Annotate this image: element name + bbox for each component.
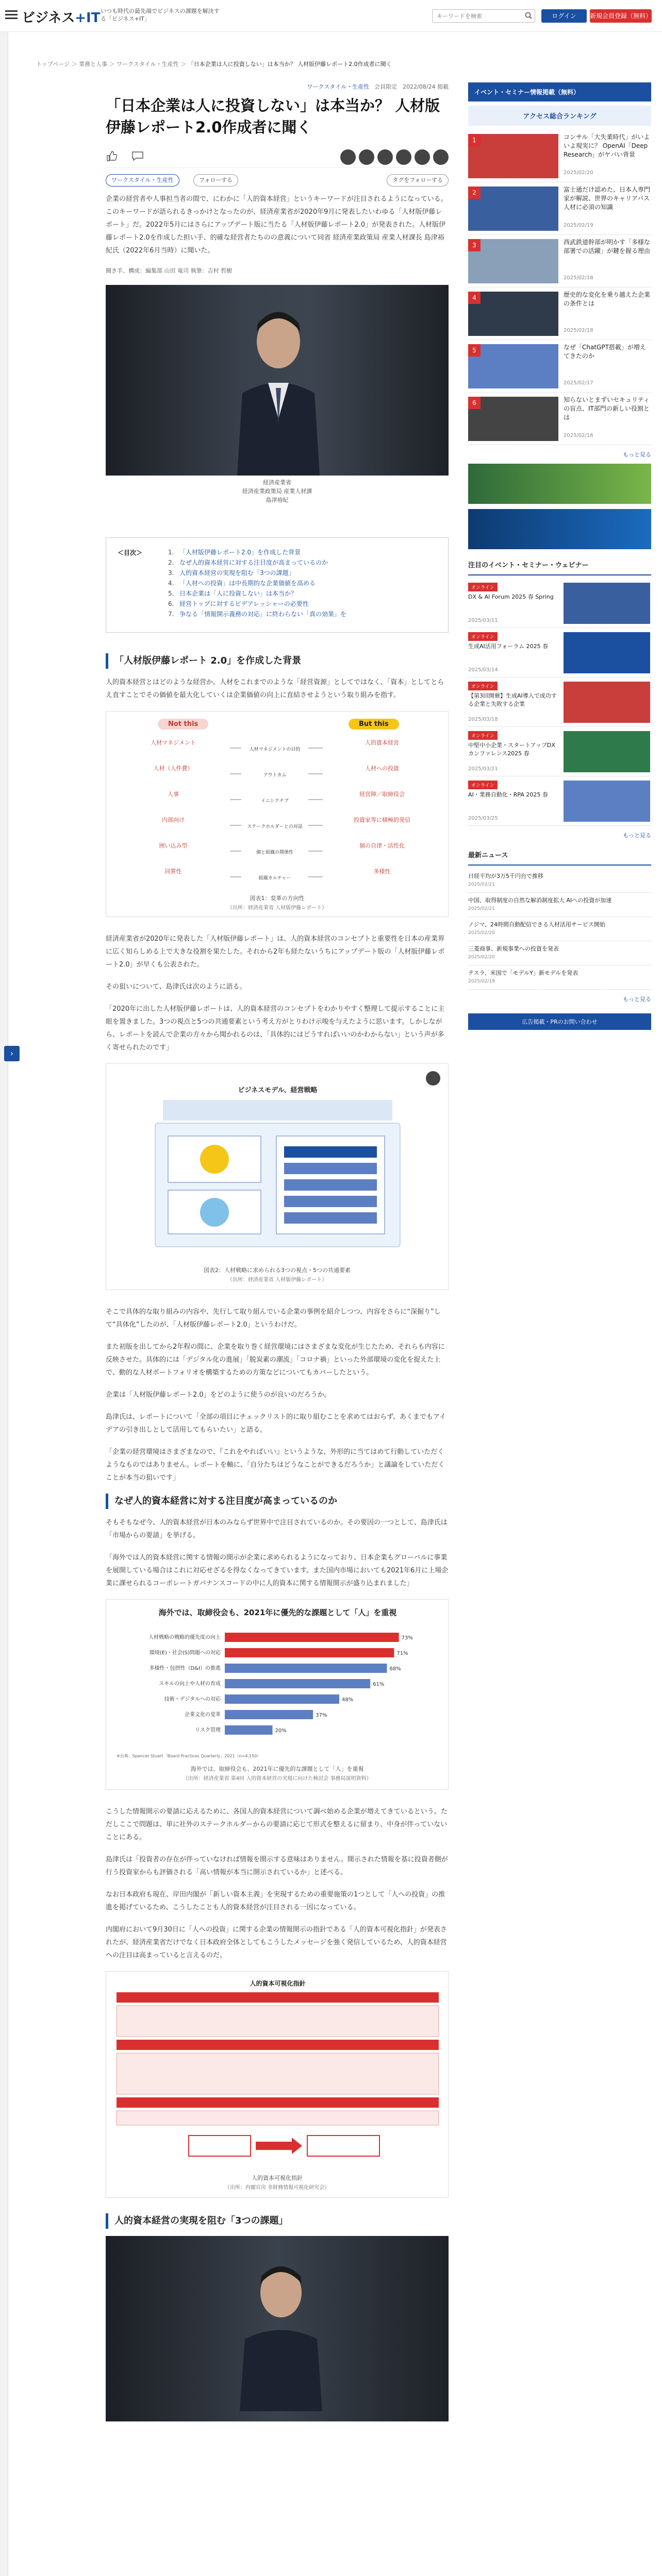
header-tagline: いつも時代の最先端でビジネスの課題を解決する「ビジネス+IT」 [101,8,220,22]
comparison-arrow-right [308,851,323,852]
ranking-date: 2025/02/16 [564,433,593,438]
comment-icon[interactable] [131,150,144,162]
ranking-list [468,130,651,445]
site-logo[interactable] [22,7,100,26]
follow-button[interactable]: フォローする [193,174,238,187]
comparison-arrow-left [230,876,241,877]
left-side-rail [0,32,8,2576]
ad-inquiry-button[interactable]: 広告掲載・PRのお問い合わせ [468,1013,651,1030]
toc-item-number: 3. [168,569,174,577]
toc-item[interactable] [168,568,346,578]
news-date: 2025/02/21 [468,882,495,887]
paragraph: 島津氏は「投資者の存在が伴っていなければ情報を開示する意味はありません。開示された情報を基に投資者側が行う投資家からも評価される「高い情報が本当に開示されているか」と述べる。 [106,1856,448,1876]
ranking-date: 2025/02/19 [564,223,593,228]
figure-3-caption: 海外では、取締役会も、2021年に優先的な課題として「人」を重視 [190,1766,364,1772]
article-title: 「日本企業は人に投資しない」は本当か？ 人材版伊藤レポート2.0作成者に聞く [106,97,440,136]
share-icons [337,149,449,167]
ranking-date: 2025/02/18 [564,275,593,281]
ranking-title: アクセス総合ランキング [468,106,651,126]
news-title[interactable]: ノジマ、24時間自動配信できる人材活用サービス開始 [468,921,605,928]
share-facebook-icon[interactable] [340,149,356,165]
event-item[interactable] [468,677,651,727]
event-tag: オンライン [468,781,498,789]
toc-item-number: 6. [168,600,174,607]
event-title[interactable]: 【第3回開催】生成AI導入で成功する企業と失敗する企業 [468,692,557,707]
guideline-diagram [106,1972,449,2167]
bar-category-label: 技術・デジタルへの対応 [164,1697,221,1702]
paragraph: 企業は「人材版伊藤レポート2.0」をどのように使うのが良いのだろうか。 [106,1391,331,1399]
figure-bar-chart [106,1599,449,1790]
event-title[interactable]: DX & AI Forum 2025 春 Spring [468,594,554,600]
comparison-left: 同質性 [164,868,182,875]
ranking-title[interactable]: 歴史的な変化を乗り越えた企業の条件とは [564,291,651,307]
guideline-title: 人的資本可視化指針 [250,1980,306,1987]
ranking-title[interactable]: なぜ「ChatGPT搭載」が増えてきたのか [564,344,646,360]
comparison-left: 人材（人件費） [153,765,193,772]
comparison-left: 人材マネジメント [151,739,196,746]
event-date: 2025/03/25 [468,816,498,821]
share-line-icon[interactable] [396,149,411,165]
figure-4-source: （出所：内閣官房 非財務情報可視化研究会） [224,2185,330,2191]
event-date: 2025/03/11 [468,618,498,623]
figure-visualization-guideline [106,1971,449,2198]
comparison-middle: 人材マネジメントの目的 [249,747,301,752]
events-more-link[interactable]: もっと見る [623,832,651,839]
article-category[interactable]: ワークスタイル・生産性 [307,83,370,90]
comparison-arrow-right [308,748,323,749]
section-heading-1: 「人材版伊藤レポート 2.0」を作成した背景 [106,653,449,669]
comparison-middle: 個と組織の関係性 [256,850,293,855]
bar [225,1679,370,1688]
framework-title: ビジネスモデル、経営戦略 [238,1087,318,1094]
bar [225,1664,387,1673]
comparison-arrow-left [230,825,241,826]
bar-category-label: 多様性・包摂性（D&I）の推進 [149,1666,221,1671]
comparison-arrow-right [308,825,323,826]
hero-caption-line-2: 経済産業政策局 産業人材課 [242,488,312,495]
but-this-label: But this [349,719,399,730]
ranking-item[interactable] [468,393,651,445]
register-button[interactable]: 新規会員登録（無料） [590,9,652,23]
paragraph: なお日本政府も現在、岸田内閣が「新しい資本主義」を実現するための重要施策の1つとして「人への投資」の推進を掲げているため、こうしたことも人的資本経営が注目される一因になっている。 [106,1891,445,1911]
ranking-number: 1 [468,134,481,146]
event-thumbnail[interactable] [564,731,650,772]
news-title[interactable]: テスラ、米国で「モデルY」新モデルを発表 [468,970,578,976]
toc-item[interactable] [168,599,346,609]
paragraph: 経済産業省が2020年に発表した「人材版伊藤レポート」は、人的資本経営のコンセプトと重要性を日本の産業界に広く知らしめる上で大きな役割を果たした。それから2年も経たないうちにアップデート版の「人材版伊藤レポート2.0」が早くも公表された。 [106,935,445,969]
bar-category-label: 環境(E)・社会(S)問題への対応 [149,1650,221,1656]
news-date: 2025/02/21 [468,906,495,911]
event-thumbnail[interactable] [564,781,650,822]
comparison-middle: イニシアチブ [261,799,289,804]
menu-icon[interactable] [5,10,18,20]
bar-value-label: 37% [316,1713,327,1718]
ranking-item[interactable] [468,287,651,340]
article-date: 会員限定 2022/08/24 掲載 [374,83,449,90]
ranking-item[interactable] [468,340,651,393]
news-item[interactable] [468,941,651,965]
paragraph: こうした情報開示の要請に応えるために、各国人的資本経営について調べ始める企業が増えてきているという。ただしここで問題は、単に社外のステークホルダーからの要請に応じて形式を整えるに留まり、中身が伴っていないことにある。 [106,1808,448,1841]
comparison-row [106,867,449,894]
paragraph: そもそもなぜ今、人的資本経営が日本のみならず世界中で注目されているのか。その要因の一つとして、島津氏は「市場からの要請」を挙げる。 [106,1519,448,1539]
ranking-title[interactable]: 西武鉄道幹部が明かす「多様な部署での活躍」が鍵を握る理由 [564,239,651,255]
news-title[interactable]: 中国、取得制度の自然な解消制度拡大 AIへの投資が加速 [468,897,612,904]
toc-item-number: 7. [168,611,174,618]
share-hatena-icon[interactable] [377,149,393,165]
bar-value-label: 20% [275,1728,287,1734]
event-tag: オンライン [468,632,498,641]
ranking-number: 2 [468,187,481,199]
figure-3-source: （出所：経済産業省 第4回 人的資本経営の実現に向けた検討会 事務局説明資料） [183,1776,372,1782]
ranking-item[interactable] [468,235,651,287]
not-this-label: Not this [158,719,208,730]
news-title[interactable]: 日経平均が3万5千円台で推移 [468,873,543,879]
paragraph: 人的資本経営とはどのような経営か。人材をこれまでのような「経営資源」としてではなく、「資本」としてとらえ直すことでその価値を最大化していくは企業価値の向上に直結させようという取り組みを指す。 [106,679,444,699]
site-header [0,0,662,32]
event-tag: オンライン [468,682,498,690]
ranking-date: 2025/02/18 [564,328,593,333]
second-photo [106,2236,449,2421]
figure-1-caption: 図表1：変革の方向性 [250,895,305,902]
bar [225,1710,313,1719]
hero-caption [106,478,449,504]
ranking-number: 3 [468,239,481,251]
event-date: 2025/03/14 [468,667,498,673]
event-thumbnail[interactable] [564,632,650,673]
bar-value-label: 61% [373,1682,385,1687]
login-button[interactable]: ログイン [541,9,587,23]
quote-paragraph: 「企業の経営環境はさまざまなので、『これをやればいい』というような、外形的に当てはめて行動していただくようなものではありません。レポートを軸に、「自分たちはどうなことができるだろうか」と議論をしていただくことが本当の狙いです」 [106,1448,445,1482]
comparison-arrow-left [230,773,241,774]
ranking-thumbnail[interactable] [468,292,558,336]
event-listing-banner[interactable]: イベント・セミナー情報掲載（無料） [468,82,651,101]
toc-item-label: 「人材版伊藤レポート2.0」を作成した背景 [179,549,301,556]
toc-title: ＜目次＞ [118,549,143,556]
figure-2-caption: 図表2：人材戦略に求められる3つの視点・5つの共通要素 [204,1267,351,1274]
event-thumbnail[interactable] [564,682,650,723]
news-date: 2025/02/20 [468,930,495,936]
toc-item-number: 1. [168,549,174,556]
toc-item[interactable] [168,588,346,599]
toc-item[interactable] [168,609,346,619]
comparison-row [106,790,449,817]
article [106,82,449,2421]
ranking-title[interactable]: 富士通だけ認めた、日本人専門家が解説、世界のキャリアパス人材に必須の知識 [564,186,651,211]
chart-note: ※出典：Spencer Stuart「Board Practices Quarterly」2021（n=4,150） [117,1754,261,1758]
person-illustration-2 [229,2257,333,2411]
comparison-row [106,841,449,868]
event-thumbnail[interactable] [564,583,650,624]
ranking-thumbnail[interactable] [468,239,558,283]
comparison-arrow-right [308,876,323,877]
like-icon[interactable] [106,150,117,162]
ranking-title[interactable]: コンサル「大失業時代」がいよいよ現実に？ OpenAI「Deep Research」がヤバい背景 [564,133,650,158]
toc-item-number: 4. [168,580,174,587]
ranking-title[interactable]: 知らないとまずいセキュリティの盲点、IT部門の新しい役割とは [564,396,650,421]
event-item[interactable] [468,776,651,826]
share-row [106,147,449,168]
comparison-right: 投資家等に積極的発信 [354,817,410,823]
news-title[interactable]: 三菱商事、新規事業への投資を発表 [468,945,559,952]
figure-2-source: （出所：経済産業省 人材版伊藤レポート） [227,1277,327,1283]
ad-banner-2[interactable] [468,509,651,549]
search-input[interactable] [432,9,535,23]
toc-item-label: 「人材への投資」は中長期的な企業価値を高める [179,580,316,587]
logo-it: +IT [75,10,101,26]
figure-4-caption: 人的資本可視化指針 [252,2175,303,2181]
comparison-middle: 組織カルチャー [258,876,291,881]
quote-paragraph: 「海外では人的資本経営に関する情報の開示が企業に求められるようになっており、日本企業もグローバルに事業を展開している場合はこれに対応せざるを得なくなってきています。また国内市場においても2021年6月に上場企業に課せられるコーポレートガバナンスコードの中に人的資本に関する情報開示が盛り込まれました」 [106,1554,449,1587]
ranking-thumbnail[interactable] [468,187,558,231]
news-list [468,869,651,990]
ranking-date: 2025/02/20 [564,170,593,176]
comparison-left: 内部向け [162,817,185,823]
bar [225,1694,339,1704]
ranking-item[interactable] [468,130,651,182]
ranking-number: 5 [468,344,481,357]
comparison-arrow-left [230,799,241,800]
bar-category-label: スキルの向上や人材の育成 [159,1681,221,1687]
event-item[interactable] [468,727,651,776]
comparison-arrow-right [308,799,323,800]
share-x-icon[interactable] [359,149,374,165]
comparison-middle: アウトカム [263,773,287,778]
bar [225,1648,394,1657]
author-credit: 聞き手、構成：編集部 山田 竜司 執筆：吉村 哲樹 [106,267,232,274]
event-tag: オンライン [468,731,498,740]
comparison-right: 多様性 [373,868,391,875]
article-meta [106,82,449,91]
breadcrumb [36,60,392,68]
quote-paragraph: 「2020年に出した人材版伊藤レポートは、人的資本経営のコンセプトをわかりやすく整理して提示することに主眼を置きました。3つの視点と5つの共通要素という考え方がとりわけ示唆を与えたように思います。しかしながら、レポートを読んで企業の方々から聞かれるのは、「具体的にはどうすればいいのかわからない」という声が多く寄せられたのです」 [106,1005,445,1052]
ranking-number: 6 [468,397,481,409]
share-link-icon[interactable] [433,149,449,165]
hero-caption-line-1: 経済産業省 [263,479,291,486]
news-item[interactable] [468,917,651,941]
figure-comparison [106,711,449,917]
category-tag[interactable]: ワークスタイル・生産性 [106,174,179,187]
toc-item-label: 経営トップに対するビデアレッシャーの必要性 [179,600,309,607]
events-title: 注目のイベント・セミナー・ウェビナー [468,554,651,575]
event-date: 2025/03/21 [468,766,498,772]
toc-item[interactable] [168,557,346,568]
bar-value-label: 71% [396,1651,408,1656]
toc-item-label: 人的資本経営の実現を阻む「3つの課題」 [179,569,295,577]
comparison-row [106,738,449,765]
news-more-link[interactable]: もっと見る [623,996,651,1003]
bar-value-label: 48% [342,1697,354,1703]
comparison-right: 経営陣／取締役会 [359,791,405,798]
comparison-right: 個の自律・活性化 [359,842,405,849]
ranking-item[interactable] [468,182,651,235]
event-item[interactable] [468,579,651,628]
news-title: 最新ニュース [468,844,651,866]
logo-text: ビジネス [22,10,75,26]
ranking-thumbnail[interactable] [468,344,558,388]
event-tag: オンライン [468,583,498,591]
share-linkedin-icon[interactable] [415,149,430,165]
search-icon[interactable] [525,12,532,19]
toc-item-number: 5. [168,590,174,597]
person-illustration [227,300,330,476]
bar-category-label: 人材戦略の戦略的優先度の向上 [148,1635,221,1640]
event-item[interactable] [468,628,651,677]
bar [225,1725,273,1735]
comparison-left: 人事 [168,791,179,798]
table-of-contents [106,537,449,633]
news-item[interactable] [468,869,651,893]
paragraph: また初版を出してから2年程の間に、企業を取り巻く経営環境にはさまざまな変化が生じたため、それらも内容に反映させた。具体的には「デジタル化の進展」「脱炭素の潮流」「コロナ禍」といった外部環境の変化を捉えた上で、動的な人材ポートフォリオを構築するための方策などについてもカバーしたという。 [106,1343,445,1377]
paragraph: そこで具体的な取り組みの内容や、先行して取り組んでいる企業の事例を紹介しつつ、内容をさらに“深掘り”して“具体化”したのが、「人材版伊藤レポート2.0」というわけだ。 [106,1308,441,1329]
intro-paragraph: 企業の経営者や人事担当者の間で、にわかに「人的資本経営」というキーワードが注目されるようになっている。このキーワードが語られるきっかけとなったのが、経済産業省が2020年9月に発表したいわゆる「人材版伊藤レポート」だ。2022年5月にはさらにアップデート版に当たる「人材版伊藤レポート2.0」が発表された。人材版伊藤レポート2.0を作成した担い手、的確な経営者たちのの意義について同省 経済産業政策局 産業人材課長 島津裕紀氏（2022年6月当時）に聞いた。 [106,195,448,255]
paragraph: その狙いについて、島津氏は次のように語る。 [106,983,246,991]
toc-list [168,547,346,619]
comparison-right: 人材への投資 [365,765,399,772]
bar-value-label: 73% [401,1635,413,1641]
toc-item-number: 2. [168,559,174,566]
breadcrumb-current: 「日本企業は人に投資しない」は本当か？ 人材版伊藤レポート2.0作成者に聞く [188,61,392,67]
chart-title: 海外では、取締役会も、2021年に優先的な課題として「人」を重視 [158,1608,397,1617]
bar-chart [106,1625,449,1754]
comparison-row [106,764,449,791]
hero-caption-line-3: 島津裕紀 [266,497,289,503]
next-article-arrow-icon[interactable]: › [4,1046,20,1061]
event-title[interactable]: AI・業務自動化・RPA 2025 春 [468,791,548,798]
figure-1-source: （出所：経済産業省 人材版伊藤レポート） [227,905,327,911]
bar-category-label: 企業文化の変革 [185,1712,221,1718]
paragraph: 内閣府において9月30日に「人への投資」に関する企業の情報開示の指針である「人的資本可視化指針」が発表されたが、経済産業省だけでなく日本政府全体としてもこうしたメッセージを強く発信しているため、人的資本経営への注目は高まっていると言えるのだ。 [106,1926,447,1959]
tag-follow-button[interactable]: タグをフォローする [387,174,449,187]
news-date: 2025/02/19 [468,979,495,984]
right-sidebar [468,82,651,1030]
toc-item-label: 日本企業は「人に投資しない」は本当か？ [179,590,297,597]
breadcrumb-path[interactable]: トップページ ＞ 業務と人事 ＞ ワークスタイル・生産性 ＞ [36,61,188,67]
bar-category-label: リスク管理 [195,1727,221,1733]
comparison-left: 囲い込み型 [159,842,188,849]
news-item[interactable] [468,965,651,990]
comparison-middle: ステークホルダーとの対話 [247,824,303,829]
bar [225,1633,399,1642]
toc-item[interactable] [168,547,346,557]
figure-framework [106,1063,449,1290]
bar-value-label: 68% [389,1666,401,1672]
ranking-more-link[interactable]: もっと見る [623,451,651,458]
comparison-row [106,816,449,842]
comparison-arrow-left [230,748,241,749]
news-date: 2025/02/20 [468,955,495,960]
toc-item-label: 争なる「情報開示義務の対応」に終わらない「真の効果」を [179,611,347,618]
event-title[interactable]: 中堅中小企業・スタートアップDXカンファレンス2025 春 [468,742,555,757]
ranking-number: 4 [468,292,481,304]
event-date: 2025/03/18 [468,717,498,722]
ranking-date: 2025/02/17 [564,380,593,386]
tag-row [106,168,449,193]
toc-item[interactable] [168,578,346,588]
event-list [468,579,651,826]
news-item[interactable] [468,893,651,917]
comparison-arrow-left [230,851,241,852]
ranking-thumbnail[interactable] [468,397,558,441]
ranking-thumbnail[interactable] [468,134,558,178]
section-heading-3: 人的資本経営の実現を阻む「3つの課題」 [106,2213,449,2229]
hero-figure [106,285,449,512]
ad-banner-1[interactable] [468,464,651,504]
section-heading-2: なぜ人的資本経営に対する注目度が高まっているのか [106,1494,449,1509]
comparison-arrow-right [308,773,323,774]
event-title[interactable]: 生成AI活用フォーラム 2025 春 [468,643,549,650]
toc-item-label: なぜ人的資本経営に対する注目度が高まっているのか [179,559,328,566]
paragraph: 島津氏は、レポートについて「全部の項目にチェックリスト的に取り組むことを求めてはおらず、あくまでもアイデアの引き出しとして活用してもらいたい」と語る。 [106,1413,446,1434]
comparison-right: 人的資本経営 [365,739,399,746]
